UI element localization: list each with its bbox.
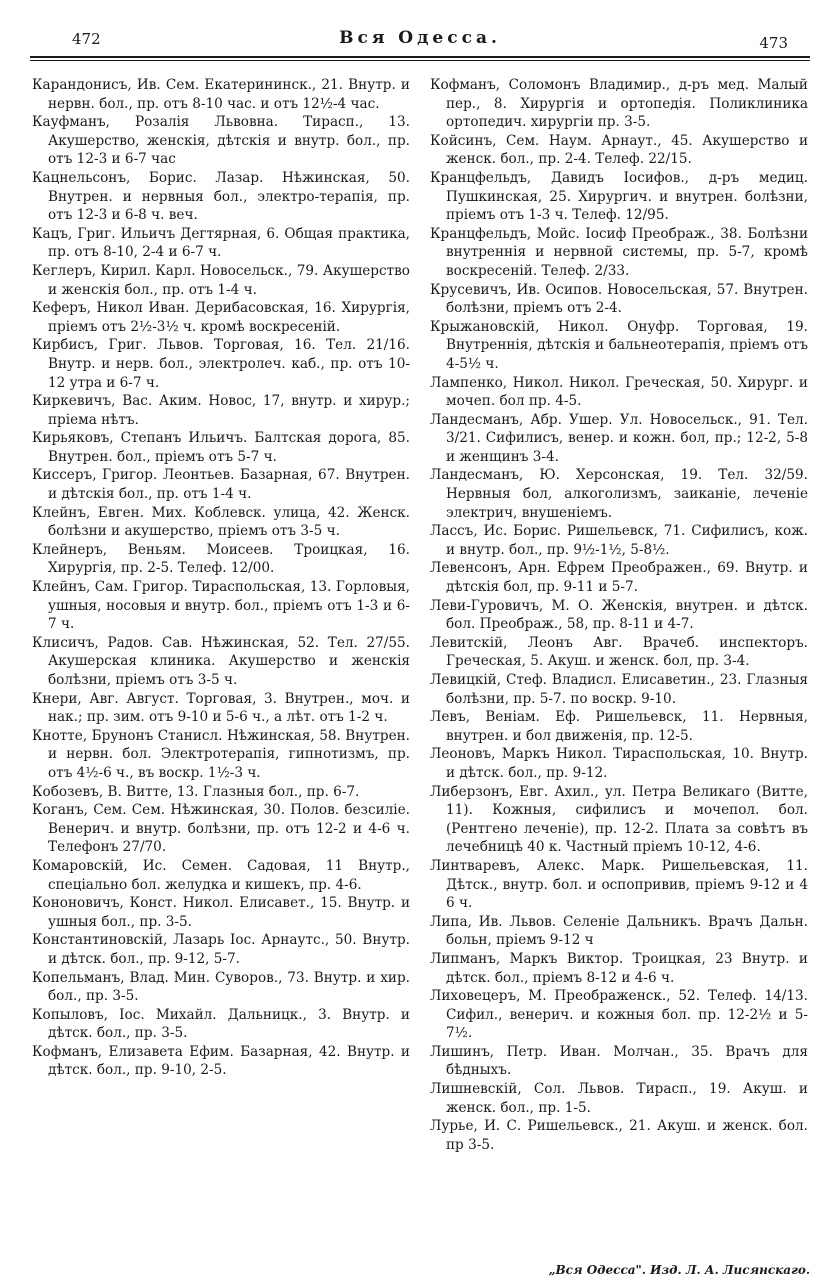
directory-entry: Койсинъ, Сем. Наум. Арнаут., 45. Акушерство и женск. бол., пр. 2-4. Телеф. 22/15. — [430, 132, 808, 168]
directory-entry: Кирбисъ, Григ. Львов. Торговая, 16. Тел. 21/16. Внутр. и нерв. бол., электролеч. каб., пр. отъ 10-12 утра и 6-7 ч. — [32, 337, 410, 391]
directory-entry: Крыжановскій, Никол. Онуфр. Торговая, 19. Внутреннія, дѣтскія и бальнеотерапія, пріемъ отъ 4-5½ ч. — [430, 318, 808, 372]
header-rule-thick — [30, 56, 810, 58]
directory-entry: Левитскій, Леонъ Авг. Врачеб. инспекторъ. Греческая, 5. Акуш. и женск. бол, пр. 3-4. — [430, 634, 808, 670]
directory-entry: Липа, Ив. Львов. Селеніе Дальникъ. Врачъ Дальн. больн, пріемъ 9-12 ч — [430, 913, 808, 949]
directory-entry: Либерзонъ, Евг. Ахил., ул. Петра Великаго (Витте, 11). Кожныя, сифилисъ и мочепол. бол. (Рентгено леченіе), пр. 12-2. Плата за совѣтъ въ лечебницѣ 40 к. Частный пріемъ 10-12, 4-6. — [430, 783, 808, 856]
directory-entry: Клисичъ, Радов. Сав. Нѣжинская, 52. Тел. 27/55. Акушерская клиника. Акушерство и женскія болѣзни, пріемъ отъ 3-5 ч. — [32, 634, 410, 688]
directory-entry: Кеферъ, Никол Иван. Дерибасовская, 16. Хирургія, пріемъ отъ 2½-3½ ч. кромѣ воскресеній. — [32, 300, 410, 335]
directory-entry: Левъ, Веніам. Еф. Ришельевск, 11. Нервныя, внутрен. и бол движенія, пр. 12-5. — [430, 709, 808, 744]
directory-entry: Кеглеръ, Кирил. Карл. Новосельск., 79. Акушерство и женскія бол., пр. отъ 1-4 ч. — [32, 262, 410, 298]
directory-entry: Линтваревъ, Алекс. Марк. Ришельевская, 11. Дѣтск., внутр. бол. и оспопривив, пріемъ 9-12 и 4 6 ч. — [430, 857, 808, 912]
directory-entry: Кранцфельдъ, Мойс. Іосиф Преображ., 38. Болѣзни внутреннія и нервной системы, пр. 5-7, кромѣ воскресеній. Телеф. 2/33. — [430, 225, 808, 279]
left-page-number: 472 — [72, 30, 101, 48]
directory-entry: Комаровскій, Ис. Семен. Садовая, 11 Внутр., спеціально бол. желудка и кишекъ, пр. 4-6. — [32, 857, 410, 893]
page-header — [30, 26, 810, 56]
directory-entry: Лиховецеръ, М. Преображенск., 52. Телеф. 14/13. Сифил., венерич. и кожныя бол. пр. 12-2½ и 5-7½. — [430, 988, 808, 1042]
directory-entry: Левицкій, Стеф. Владисл. Елисаветин., 23. Глазныя болѣзни, пр. 5-7. по воскр. 9-10. — [430, 672, 808, 707]
directory-entry: Кнери, Авг. Август. Торговая, 3. Внутрен., моч. и нак.; пр. зим. отъ 9-10 и 5-6 ч., а лѣт. отъ 1-2 ч. — [32, 690, 410, 726]
directory-entry: Кобозевъ, В. Витте, 13. Глазныя бол., пр. 6-7. — [32, 783, 360, 800]
directory-entry: Кнотте, Брунонъ Станисл. Нѣжинская, 58. Внутрен. и нервн. бол. Электротерапія, гипнотизмъ, пр. отъ 4½-6 ч., въ воскр. 1½-3 ч. — [32, 727, 410, 781]
left-column — [32, 76, 410, 1080]
directory-entry: Кирьяковъ, Степанъ Ильичъ. Балтская дорога, 85. Внутрен. бол., пріемъ отъ 5-7 ч. — [32, 430, 410, 465]
directory-entry: Ландесманъ, Абр. Ушер. Ул. Новосельск., 91. Тел. 3/21. Сифилисъ, венер. и кожн. бол, пр.; 12-2, 5-8 и женщинъ 3-4. — [430, 411, 808, 465]
directory-entry: Леви-Гуровичъ, М. О. Женскія, внутрен. и дѣтск. бол. Преображ., 58, пр. 8-11 и 4-7. — [430, 597, 808, 633]
running-title: Вся Одесса. — [339, 28, 501, 48]
directory-entry: Лассъ, Ис. Борис. Ришельевск, 71. Сифилисъ, кож. и внутр. бол., пр. 9½-1½, 5-8½. — [430, 523, 808, 558]
directory-entry: Киссеръ, Григор. Леонтьев. Базарная, 67. Внутрен. и дѣтскія бол., пр. отъ 1-4 ч. — [32, 467, 410, 503]
directory-entry: Кацнельсонъ, Борис. Лазар. Нѣжинская, 50. Внутрен. и нервныя бол., электро-терапія, пр. отъ 12-3 и 6-8 ч. веч. — [32, 169, 410, 224]
directory-entry: Лишинъ, Петр. Иван. Молчан., 35. Врачъ для бѣдныхъ. — [430, 1043, 808, 1079]
directory-entry: Копельманъ, Влад. Мин. Суворов., 73. Внутр. и хир. бол., пр. 3-5. — [32, 969, 410, 1005]
directory-entry: Левенсонъ, Арн. Ефрем Преображен., 69. Внутр. и дѣтскія бол, пр. 9-11 и 5-7. — [430, 560, 808, 596]
directory-entry: Лампенко, Никол. Никол. Греческая, 50. Хирург. и мочеп. бол пр. 4-5. — [430, 374, 808, 410]
directory-entry: Константиновскій, Лазарь Іос. Арнаутс., 50. Внутр. и дѣтск. бол., пр. 9-12, 5-7. — [32, 932, 410, 967]
directory-entry: Кацъ, Григ. Ильичъ Дегтярная, 6. Общая практика, пр. отъ 8-10, 2-4 и 6-7 ч. — [32, 225, 410, 261]
directory-entry: Клейнъ, Евген. Мих. Коблевск. улица, 42. Женск. болѣзни и акушерство, пріемъ отъ 3-5 ч. — [32, 504, 410, 540]
directory-entry: Карандонисъ, Ив. Сем. Екатерининск., 21. Внутр. и нервн. бол., пр. отъ 8-10 час. и отъ 12½-4 час. — [32, 77, 410, 112]
directory-entry: Лишневскій, Сол. Львов. Тирасп., 19. Акуш. и женск. бол., пр. 1-5. — [430, 1081, 808, 1116]
directory-entry: Клейнеръ, Веньям. Моисеев. Троицкая, 16. Хирургія, пр. 2-5. Телеф. 12/00. — [32, 541, 410, 577]
directory-entry: Леоновъ, Маркъ Никол. Тираспольская, 10. Внутр. и дѣтск. бол., пр. 9-12. — [430, 746, 808, 781]
directory-entry: Кранцфельдъ, Давидъ Іосифов., д-ръ медиц. Пушкинская, 25. Хирургич. и внутрен. болѣзни, пріемъ отъ 1-3 ч. Телеф. 12/95. — [430, 169, 808, 224]
directory-entry: Кофманъ, Елизавета Ефим. Базарная, 42. Внутр. и дѣтск. бол., пр. 9-10, 2-5. — [32, 1043, 410, 1079]
directory-entry: Копыловъ, Іос. Михайл. Дальницк., 3. Внутр. и дѣтск. бол., пр. 3-5. — [32, 1006, 410, 1042]
directory-entry: Киркевичъ, Вас. Аким. Новос, 17, внутр. и хирур.; пріема нѣтъ. — [32, 393, 410, 428]
directory-entry: Лурье, И. С. Ришельевск., 21. Акуш. и женск. бол. пр 3-5. — [430, 1118, 808, 1153]
publisher-footer: „Вся Одесса". Изд. Л. А. Лисянскаго. — [548, 1263, 810, 1277]
directory-entry: Крусевичъ, Ив. Осипов. Новосельская, 57. Внутрен. болѣзни, пріемъ отъ 2-4. — [430, 281, 808, 317]
directory-entry: Клейнъ, Сам. Григор. Тираспольская, 13. Горловыя, ушныя, носовыя и внутр. бол., пріемъ отъ 1-3 и 6-7 ч. — [32, 579, 410, 633]
header-rule-thin — [30, 60, 810, 61]
directory-entry: Липманъ, Маркъ Виктор. Троицкая, 23 Внутр. и дѣтск. бол., пріемъ 8-12 и 4-6 ч. — [430, 950, 808, 986]
directory-entry: Коганъ, Сем. Сем. Нѣжинская, 30. Полов. безсиліе. Венерич. и внутр. болѣзни, пр. отъ 12-2 и 4-6 ч. Телефонъ 27/70. — [32, 802, 410, 856]
directory-entry: Ландесманъ, Ю. Херсонская, 19. Тел. 32/59. Нервныя бол, алкоголизмъ, заиканіе, леченіе электрич, внушеніемъ. — [430, 467, 808, 521]
directory-entry: Кофманъ, Соломонъ Владимир., д-ръ мед. Малый пер., 8. Хирургія и ортопедія. Поликлиника ортопедич. хирургіи пр. 3-5. — [430, 77, 808, 131]
directory-entry: Кауфманъ, Розалія Львовна. Тирасп., 13. Акушерство, женскія, дѣтскія и внутр. бол., пр. отъ 12-3 и 6-7 час — [32, 114, 410, 168]
directory-entry: Кононовичъ, Конст. Никол. Елисавет., 15. Внутр. и ушныя бол., пр. 3-5. — [32, 895, 410, 930]
right-column — [430, 76, 808, 1154]
right-page-number: 473 — [759, 34, 788, 52]
